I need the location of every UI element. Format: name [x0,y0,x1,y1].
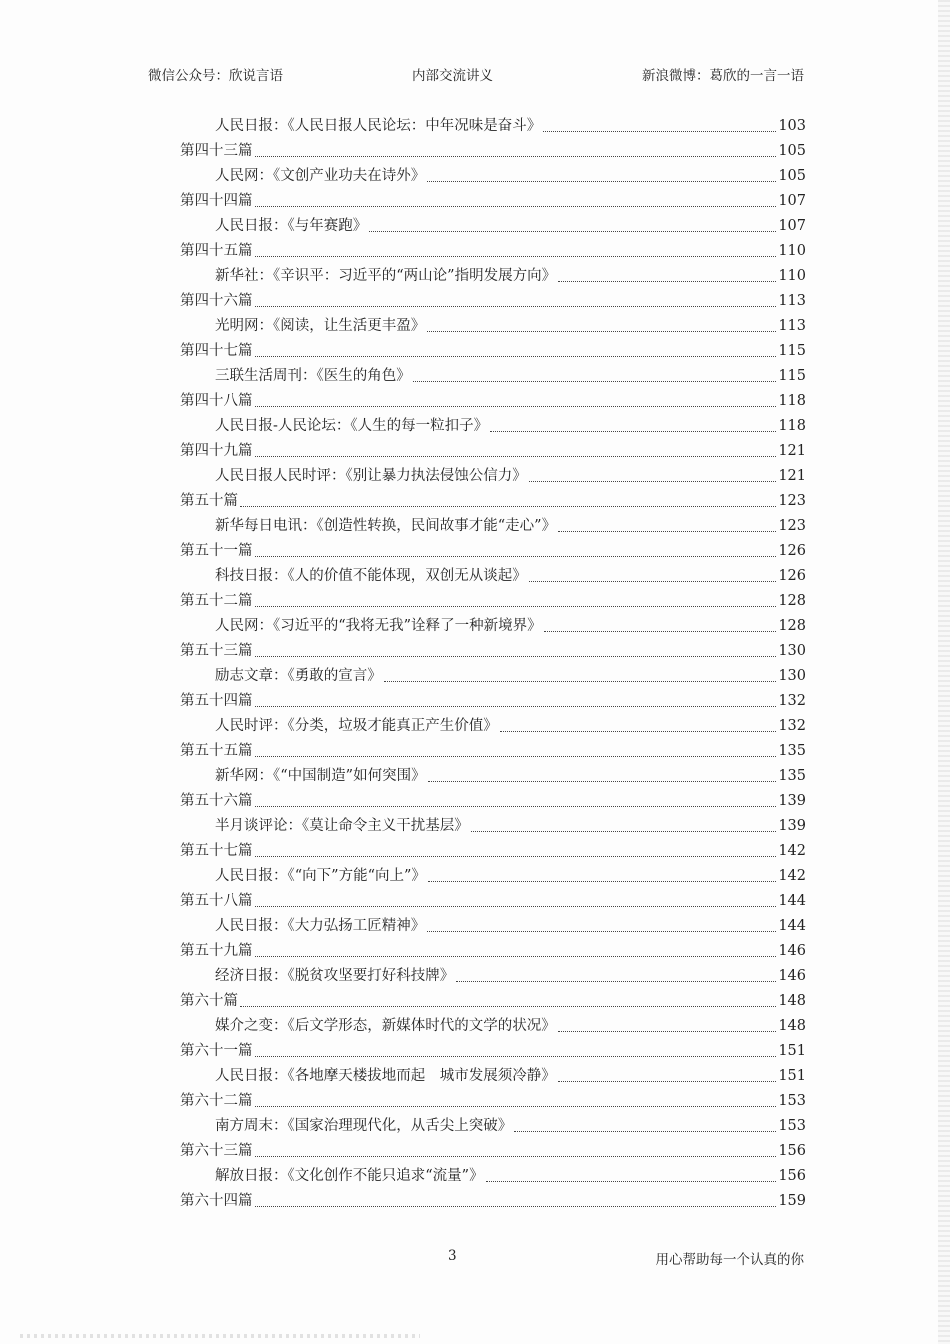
toc-entry-page: 148 [778,1018,806,1034]
toc-dot-leader [543,131,776,132]
toc-entry-title: 人民日报：《与年赛跑》 [215,218,368,234]
toc-entry-page: 130 [778,668,806,684]
toc-dot-leader [486,1181,777,1182]
toc-entry-page: 132 [778,718,806,734]
toc-article-entry [180,964,806,989]
toc-dot-leader [240,506,776,507]
toc-dot-leader [255,756,777,757]
toc-dot-leader [456,981,776,982]
toc-dot-leader [427,931,776,932]
toc-chapter-entry [180,689,806,714]
toc-entry-page: 107 [778,193,806,209]
toc-entry-title: 第五十八篇 [180,893,253,909]
toc-article-entry [180,164,806,189]
toc-entry-title: 新华每日电讯：《创造性转换，民间故事才能“走心”》 [215,518,557,534]
toc-article-entry [180,314,806,339]
toc-dot-leader [255,256,777,257]
toc-dot-leader [428,781,777,782]
toc-dot-leader [255,806,777,807]
toc-dot-leader [255,856,777,857]
toc-dot-leader [413,381,777,382]
toc-dot-leader [255,306,777,307]
toc-entry-title: 经济日报：《脱贫攻坚要打好科技牌》 [215,968,455,984]
toc-entry-title: 第五十六篇 [180,793,253,809]
toc-chapter-entry [180,889,806,914]
toc-dot-leader [255,556,777,557]
toc-entry-page: 146 [778,943,806,959]
footer-slogan: 用心帮助每一个认真的你 [655,1252,804,1268]
toc-entry-title: 半月谈评论：《莫让命令主义干扰基层》 [215,818,469,834]
page-header [148,64,804,86]
toc-entry-title: 三联生活周刊：《医生的角色》 [215,368,411,384]
toc-dot-leader [428,881,776,882]
toc-dot-leader [255,206,777,207]
toc-entry-title: 第四十七篇 [180,343,253,359]
toc-entry-title: 第四十六篇 [180,293,253,309]
toc-entry-title: 新华社：《辛识平：习近平的“两山论”指明发展方向》 [215,268,557,284]
toc-entry-page: 128 [778,593,806,609]
toc-dot-leader [558,1081,777,1082]
toc-dot-leader [529,481,777,482]
table-of-contents [180,114,806,1214]
toc-chapter-entry [180,939,806,964]
toc-entry-page: 118 [778,418,806,434]
toc-chapter-entry [180,1039,806,1064]
page-footer [148,1248,804,1270]
toc-entry-title: 第六十一篇 [180,1043,253,1059]
toc-chapter-entry [180,289,806,314]
toc-dot-leader [255,706,777,707]
toc-entry-title: 人民日报：《人民日报人民论坛：中年况味是奋斗》 [215,118,542,134]
toc-chapter-entry [180,389,806,414]
toc-entry-page: 153 [778,1093,806,1109]
toc-chapter-entry [180,489,806,514]
header-weibo: 新浪微博：葛欣的一言一语 [642,68,804,84]
toc-entry-page: 123 [778,518,806,534]
toc-dot-leader [255,456,777,457]
scan-edge-texture [938,0,950,1344]
toc-entry-page: 107 [778,218,806,234]
toc-dot-leader [500,731,777,732]
toc-article-entry [180,764,806,789]
toc-dot-leader [544,631,777,632]
toc-article-entry [180,1164,806,1189]
toc-entry-title: 第五十二篇 [180,593,253,609]
toc-entry-page: 151 [778,1068,806,1084]
toc-chapter-entry [180,639,806,664]
toc-entry-title: 新华网：《“中国制造”如何突围》 [215,768,426,784]
toc-article-entry [180,1014,806,1039]
toc-dot-leader [255,356,777,357]
toc-chapter-entry [180,1139,806,1164]
toc-entry-title: 第五十篇 [180,493,238,509]
toc-dot-leader [471,831,777,832]
toc-chapter-entry [180,339,806,364]
toc-entry-page: 139 [778,793,806,809]
toc-entry-page: 121 [778,443,806,459]
toc-dot-leader [490,431,776,432]
toc-chapter-entry [180,539,806,564]
toc-entry-page: 130 [778,643,806,659]
toc-entry-title: 科技日报：《人的价值不能体现，双创无从谈起》 [215,568,527,584]
toc-entry-title: 光明网：《阅读，让生活更丰盈》 [215,318,426,334]
toc-entry-title: 解放日报：《文化创作不能只追求“流量”》 [215,1168,484,1184]
toc-entry-page: 123 [778,493,806,509]
toc-chapter-entry [180,739,806,764]
toc-entry-page: 142 [778,843,806,859]
toc-entry-page: 146 [778,968,806,984]
toc-chapter-entry [180,139,806,164]
toc-entry-title: 第四十五篇 [180,243,253,259]
toc-entry-page: 110 [778,243,806,259]
toc-entry-page: 156 [778,1168,806,1184]
toc-article-entry [180,364,806,389]
toc-entry-page: 113 [778,318,806,334]
toc-entry-title: 第六十三篇 [180,1143,253,1159]
toc-entry-title: 第五十三篇 [180,643,253,659]
toc-entry-page: 105 [778,143,806,159]
toc-entry-page: 110 [778,268,806,284]
toc-article-entry [180,414,806,439]
page-number: 3 [448,1248,457,1264]
toc-entry-title: 人民网：《文创产业功夫在诗外》 [215,168,426,184]
toc-chapter-entry [180,239,806,264]
toc-article-entry [180,1064,806,1089]
toc-article-entry [180,614,806,639]
toc-article-entry [180,714,806,739]
toc-entry-page: 151 [778,1043,806,1059]
toc-entry-title: 第四十四篇 [180,193,253,209]
toc-entry-page: 159 [778,1193,806,1209]
toc-entry-title: 人民日报：《各地摩天楼拔地而起 城市发展须冷静》 [215,1068,556,1084]
toc-dot-leader [558,281,776,282]
toc-entry-title: 人民日报：《“向下”方能“向上”》 [215,868,426,884]
toc-entry-title: 第六十篇 [180,993,238,1009]
scan-artifact [20,1334,420,1338]
toc-chapter-entry [180,1089,806,1114]
toc-entry-title: 南方周末：《国家治理现代化，从舌尖上突破》 [215,1118,513,1134]
toc-dot-leader [255,656,777,657]
toc-entry-page: 135 [778,743,806,759]
toc-entry-title: 第五十五篇 [180,743,253,759]
toc-entry-title: 第五十一篇 [180,543,253,559]
toc-entry-page: 115 [778,343,806,359]
toc-entry-title: 媒介之变：《后文学形态，新媒体时代的文学的状况》 [215,1018,556,1034]
toc-article-entry [180,564,806,589]
toc-entry-title: 第四十八篇 [180,393,253,409]
toc-dot-leader [384,681,777,682]
toc-chapter-entry [180,1189,806,1214]
toc-entry-page: 121 [778,468,806,484]
toc-entry-title: 人民网：《习近平的“我将无我”诠释了一种新境界》 [215,618,542,634]
toc-entry-title: 第六十四篇 [180,1193,253,1209]
toc-entry-page: 142 [778,868,806,884]
toc-entry-title: 人民日报人民时评：《别让暴力执法侵蚀公信力》 [215,468,527,484]
toc-entry-page: 105 [778,168,806,184]
toc-dot-leader [255,1206,777,1207]
toc-article-entry [180,114,806,139]
toc-entry-title: 第四十三篇 [180,143,253,159]
toc-chapter-entry [180,189,806,214]
toc-entry-page: 126 [778,543,806,559]
toc-dot-leader [427,331,776,332]
toc-entry-page: 148 [778,993,806,1009]
toc-entry-page: 128 [778,618,806,634]
toc-entry-page: 135 [778,768,806,784]
toc-article-entry [180,814,806,839]
toc-entry-page: 113 [778,293,806,309]
toc-chapter-entry [180,439,806,464]
toc-entry-page: 156 [778,1143,806,1159]
toc-entry-page: 115 [778,368,806,384]
toc-chapter-entry [180,589,806,614]
toc-entry-page: 132 [778,693,806,709]
toc-article-entry [180,514,806,539]
toc-dot-leader [255,406,777,407]
toc-dot-leader [514,1131,776,1132]
toc-dot-leader [255,606,777,607]
toc-entry-title: 第五十四篇 [180,693,253,709]
toc-dot-leader [255,1106,777,1107]
toc-article-entry [180,1114,806,1139]
toc-chapter-entry [180,839,806,864]
header-title: 内部交流讲义 [412,68,493,84]
toc-entry-title: 第四十九篇 [180,443,253,459]
toc-entry-page: 139 [778,818,806,834]
toc-entry-page: 144 [778,918,806,934]
toc-dot-leader [558,531,776,532]
toc-entry-title: 人民时评：《分类，垃圾才能真正产生价值》 [215,718,498,734]
toc-dot-leader [529,581,777,582]
header-wechat: 微信公众号：欣说言语 [148,68,283,84]
toc-entry-title: 第五十七篇 [180,843,253,859]
toc-entry-title: 第六十二篇 [180,1093,253,1109]
toc-entry-title: 人民日报-人民论坛：《人生的每一粒扣子》 [215,418,489,434]
toc-entry-page: 126 [778,568,806,584]
toc-dot-leader [369,231,776,232]
toc-entry-page: 153 [778,1118,806,1134]
toc-article-entry [180,914,806,939]
toc-dot-leader [255,1156,777,1157]
toc-article-entry [180,464,806,489]
toc-article-entry [180,264,806,289]
toc-entry-title: 励志文章：《勇敢的宣言》 [215,668,382,684]
toc-dot-leader [255,956,777,957]
toc-chapter-entry [180,989,806,1014]
toc-entry-title: 第五十九篇 [180,943,253,959]
toc-entry-title: 人民日报：《大力弘扬工匠精神》 [215,918,426,934]
toc-entry-page: 144 [778,893,806,909]
toc-dot-leader [255,906,777,907]
toc-article-entry [180,664,806,689]
toc-dot-leader [558,1031,777,1032]
toc-dot-leader [255,156,777,157]
toc-article-entry [180,864,806,889]
toc-entry-page: 103 [778,118,806,134]
toc-entry-page: 118 [778,393,806,409]
toc-dot-leader [427,181,776,182]
toc-dot-leader [240,1006,776,1007]
toc-chapter-entry [180,789,806,814]
toc-dot-leader [255,1056,777,1057]
toc-article-entry [180,214,806,239]
